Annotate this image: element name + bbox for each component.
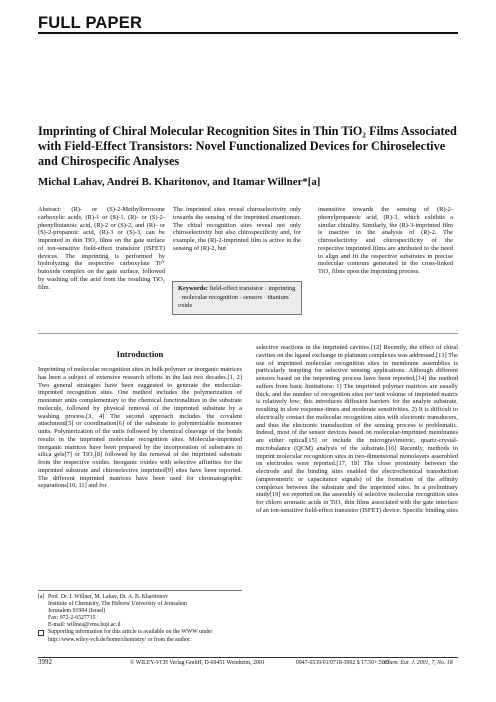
introduction-heading: Introduction [116, 349, 164, 359]
article-title: Imprinting of Chiral Molecular Recognition Sites in Thin TiO₂ Films Associated with Field-Effect Transistors: Novel Functionalized Devices for Chiroselective and Chirospecific Analyses [38, 124, 457, 168]
footnote-divider [38, 590, 242, 591]
abstract-column-3: insensitive towards the sensing of (R)-2-phenylpropanoic acid, (R)-3, which exhibits a similar chirality. Similarly, the (R)-3-imprinted film is inactive in the analysis of (R)-2. The chiroselectivity and chirospecificity of the respective imprinted films are attributed to the need to align and fit the respective substrates in precise molecular contours generated in the cross-linked TiO₂ films upon the imprinting process. [318, 206, 453, 275]
publisher-line: © WILEY-VCH Verlag GmbH, D-69451 Weinheim, 2001 [130, 660, 265, 666]
affiliation-footnote [38, 594, 242, 644]
page-number: 3992 [38, 658, 52, 666]
abstract-column-1: Abstract: (R)- or (S)-2-Methylferrocene carboxylic acids, (R)-1 or (S)-1, (R)- or (S)-2-phenylbutanoic acid, (R)-2 or (S)-2, and (R)- or (S)-2-propanoic acid, (R)-3 or (S)-3, can be imprinted in thin TiO₂ films on the gate surface of ion-sensitive field-effect transistor (ISFET) devices. The imprinting is performed by hydrolyzing the respective carboxylate Tiᴵⱽ butoxide complex on the gate surface, followed by washing off the acid from the resulting TiO₂ film. [38, 206, 165, 291]
supporting-info-row [38, 629, 242, 643]
author-list: Michal Lahav, Andrei B. Kharitonov, and Itamar Willner*[a] [38, 176, 321, 188]
affiliation-line: Prof. Dr. I. Willner, M. Lahav, Dr. A. B. Kharitonov [48, 594, 169, 600]
section-label: FULL PAPER [38, 14, 143, 32]
abstract-column-2: The imprinted sites reveal chiroselectivity only towards the sensing of the imprinted enantiomer. The chiral recognition sites reveal not only chiroselectivity but also chirospecificity and, for example, the (R)-2-imprinted film is active in the sensing of (R)-2, but [173, 206, 301, 252]
affiliation-line: E-mail: willnea@vms.huji.ac.il [48, 622, 121, 629]
footnote-mark: [a] [38, 594, 45, 600]
keywords-text: field-effect transistor · imprinting · molecular recognition · sensors · titanium oxide [178, 285, 296, 309]
keywords-box [172, 281, 302, 315]
running-header [38, 14, 458, 34]
journal-citation: Chem. Eur. J. 2001, 7, No. 18 [384, 660, 453, 666]
affiliation-row [38, 594, 242, 629]
issn-line: 0947-6539/01/0718-3992 $ 17.50+.50/0 [296, 660, 390, 666]
affiliation-line: Institute of Chemistry, The Hebrew University of Jerusalem [48, 601, 187, 608]
footer-divider [38, 657, 458, 658]
introduction-column-2: selective reactions in the imprinted cavities.[12] Recently, the effect of chiral cavities on the ligand exchange in platinum complexes was addressed.[13] The use of imprinted molecular recognition sites in membrane assemblies is particularly tempting for selective sensing applications. Although different sensors based on the imprinting process have been reported,[14] the method suffers from basic limitations: 1) The imprinted polymer matrices are usually thick, and the number of recognition sites per unit volume of imprinted matrix is relatively low; this introduces diffusion barriers for the analyte substrate, resulting in slow response-times and moderate sensitivities. 2) It is difficult to electrically contact the molecular recognition sites with electronic transducers, and thus the electronic transduction of the sensing process is problematic. Indeed, most of the sensor devices based on molecular-imprinted membranes are either optical[15] or include the microgravimetric, quartz-crystal-microbalance (QCM) analysis of the substrate.[16] Recently, methods to imprint molecular recognition sites in two-dimensional monolayers assembled on electrodes were reported.[17, 18] The close proximity between the electrode and the binding sites enabled the electrochemical transduction (amperometric or capacitance signals) of the formation of the affinity complexes between the substrate and the imprinted sites. In a preliminary study[19] we reported on the assembly of selective molecular recognition sites for chloro aromatic acids in TiO₂ thin films associated with the gate interface of an ion-sensitive field-effect transistor (ISFET) device. Specific binding sites [256, 344, 459, 514]
affiliation-line: Jerusalem 91904 (Israel) [48, 608, 106, 615]
affiliation-line: Fax: 972-2-6527715 [48, 615, 96, 622]
introduction-column-1: Imprinting of molecular recognition sites in bulk polymer or inorganic matrices has been a subject of extensive research efforts in the last two decades.[1, 2] Two general strategies have been suggested to generate the molecular-imprinted recognition sites. One method includes the polymerization of monomer units complementary to the chemical functionalities in the substrate molecule, followed by physical removal of the imprinted substrate by a washing process.[3, 4] The second approach includes the covalent attachment[5] or coordination[6] of the substrate to polymerizable monomer units. Polymerization of the units followed by chemical cleavage of the bonds results in the imprinted molecular recognition sites. Molecular-imprinted inorganic matrices have been prepared by the incorporation of substrates in silica gels[7] or TiO₂[8] followed by the removal of the imprinted substrate from the respective oxides. Inorganic oxides with selective affinities for the imprinted substrate and chiroselective imprinted[9] sites have been reported. The different imprinted matrices have been used for chromatographic separations[10, 11] and for [38, 366, 242, 490]
supporting-info-icon [38, 630, 44, 636]
affiliation-lines [48, 594, 187, 629]
keywords-label: Keywords: [178, 285, 208, 292]
section-divider [38, 333, 458, 334]
supporting-info-text: Supporting information for this article is available on the WWW under http://www.wiley-vch.de/home/chemistry/ or from the author. [48, 629, 213, 643]
